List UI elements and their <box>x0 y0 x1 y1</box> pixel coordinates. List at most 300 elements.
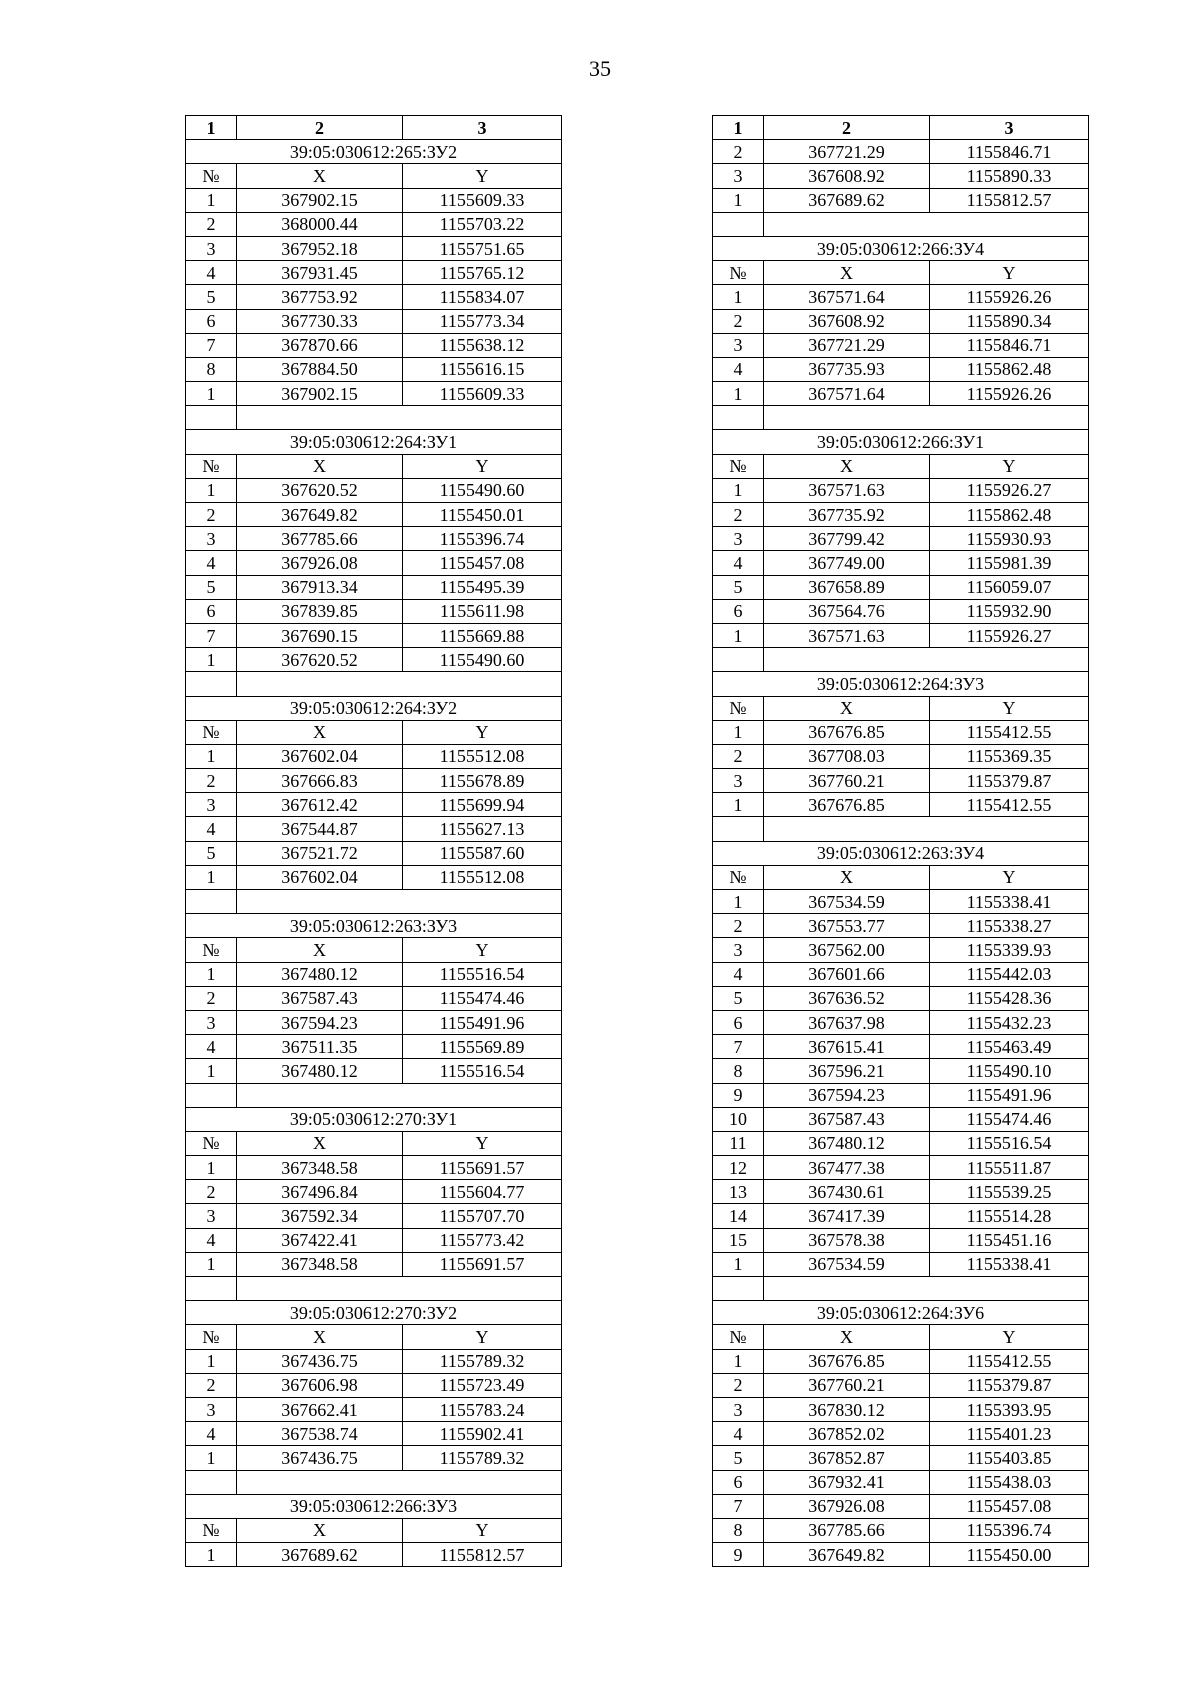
blank-row <box>186 672 562 696</box>
table-row <box>186 769 562 793</box>
point-number: 8 <box>186 357 237 381</box>
blank-cell <box>237 1083 562 1107</box>
section-title-row <box>186 140 562 164</box>
x-coordinate: 367348.58 <box>237 1252 403 1276</box>
table-row <box>186 793 562 817</box>
point-number: 4 <box>186 1035 237 1059</box>
x-coordinate: 367571.64 <box>764 382 930 406</box>
table-row <box>713 1204 1089 1228</box>
point-number: 11 <box>713 1131 764 1155</box>
point-number: 10 <box>713 1107 764 1131</box>
table-row <box>186 357 562 381</box>
column-label-number: № <box>186 1325 237 1349</box>
table-row <box>713 1156 1089 1180</box>
y-coordinate: 1155930.93 <box>930 527 1089 551</box>
point-number: 2 <box>186 503 237 527</box>
parcel-number: 39:05:030612:266:ЗУ4 <box>713 236 1089 260</box>
y-coordinate: 1155846.71 <box>930 140 1089 164</box>
point-number: 2 <box>713 140 764 164</box>
blank-cell <box>764 1277 1089 1301</box>
table-row <box>713 188 1089 212</box>
x-coordinate: 367538.74 <box>237 1422 403 1446</box>
table-row <box>186 623 562 647</box>
table-row <box>713 623 1089 647</box>
blank-cell <box>186 1470 237 1494</box>
point-number: 1 <box>186 962 237 986</box>
column-label-number: № <box>713 261 764 285</box>
column-label-x: X <box>764 454 930 478</box>
y-coordinate: 1155463.49 <box>930 1035 1089 1059</box>
y-coordinate: 1155338.41 <box>930 890 1089 914</box>
table-row <box>186 599 562 623</box>
table-row <box>186 503 562 527</box>
x-coordinate: 367436.75 <box>237 1349 403 1373</box>
table-row <box>186 188 562 212</box>
y-coordinate: 1155511.87 <box>930 1156 1089 1180</box>
y-coordinate: 1155401.23 <box>930 1422 1089 1446</box>
table-row <box>713 503 1089 527</box>
x-coordinate: 367830.12 <box>764 1397 930 1421</box>
column-labels-row <box>713 1325 1089 1349</box>
coordinates-table-right <box>712 115 1089 1567</box>
section-title-row <box>186 1107 562 1131</box>
y-coordinate: 1155457.08 <box>930 1494 1089 1518</box>
left-table-body <box>186 116 562 1567</box>
column-label-y: Y <box>403 938 562 962</box>
column-labels-row <box>186 720 562 744</box>
table-row <box>713 1010 1089 1034</box>
x-coordinate: 367477.38 <box>764 1156 930 1180</box>
table-row <box>713 986 1089 1010</box>
x-coordinate: 367689.62 <box>237 1543 403 1567</box>
x-coordinate: 367799.42 <box>764 527 930 551</box>
y-coordinate: 1155432.23 <box>930 1010 1089 1034</box>
point-number: 5 <box>713 986 764 1010</box>
table-row <box>186 1204 562 1228</box>
column-label-x: X <box>237 1131 403 1155</box>
x-coordinate: 367636.52 <box>764 986 930 1010</box>
table-row <box>186 865 562 889</box>
y-coordinate: 1155379.87 <box>930 769 1089 793</box>
y-coordinate: 1155932.90 <box>930 599 1089 623</box>
y-coordinate: 1155338.41 <box>930 1252 1089 1276</box>
x-coordinate: 367753.92 <box>237 285 403 309</box>
point-number: 5 <box>713 1446 764 1470</box>
blank-cell <box>186 890 237 914</box>
table-row <box>713 285 1089 309</box>
y-coordinate: 1155516.54 <box>930 1131 1089 1155</box>
x-coordinate: 367676.85 <box>764 720 930 744</box>
y-coordinate: 1155812.57 <box>930 188 1089 212</box>
column-labels-row <box>186 454 562 478</box>
point-number: 7 <box>186 333 237 357</box>
section-title-row <box>186 914 562 938</box>
column-label-y: Y <box>930 696 1089 720</box>
table-row <box>186 382 562 406</box>
point-number: 5 <box>186 285 237 309</box>
y-coordinate: 1155638.12 <box>403 333 562 357</box>
x-coordinate: 367952.18 <box>237 236 403 260</box>
point-number: 2 <box>713 744 764 768</box>
table-row <box>713 357 1089 381</box>
x-coordinate: 367578.38 <box>764 1228 930 1252</box>
table-row <box>713 309 1089 333</box>
column-labels-row <box>186 164 562 188</box>
y-coordinate: 1155451.16 <box>930 1228 1089 1252</box>
section-title-row <box>713 672 1089 696</box>
table-row <box>186 962 562 986</box>
y-coordinate: 1155834.07 <box>403 285 562 309</box>
x-coordinate: 367658.89 <box>764 575 930 599</box>
x-coordinate: 367594.23 <box>237 1010 403 1034</box>
x-coordinate: 367521.72 <box>237 841 403 865</box>
x-coordinate: 367926.08 <box>237 551 403 575</box>
y-coordinate: 1155703.22 <box>403 212 562 236</box>
column-labels-row <box>713 261 1089 285</box>
table-row <box>713 938 1089 962</box>
y-coordinate: 1155751.65 <box>403 236 562 260</box>
table-row <box>186 285 562 309</box>
y-coordinate: 1155396.74 <box>930 1518 1089 1542</box>
point-number: 2 <box>713 503 764 527</box>
section-title-row <box>713 1301 1089 1325</box>
column-label-y: Y <box>930 865 1089 889</box>
x-coordinate: 367544.87 <box>237 817 403 841</box>
x-coordinate: 367785.66 <box>764 1518 930 1542</box>
table-row <box>186 575 562 599</box>
x-coordinate: 367571.63 <box>764 478 930 502</box>
x-coordinate: 367596.21 <box>764 1059 930 1083</box>
table-row <box>186 1252 562 1276</box>
table-row <box>713 1252 1089 1276</box>
column-labels-row <box>186 1518 562 1542</box>
y-coordinate: 1155442.03 <box>930 962 1089 986</box>
parcel-number: 39:05:030612:264:ЗУ6 <box>713 1301 1089 1325</box>
point-number: 8 <box>713 1059 764 1083</box>
y-coordinate: 1156059.07 <box>930 575 1089 599</box>
column-label-y: Y <box>930 454 1089 478</box>
point-number: 1 <box>186 1543 237 1567</box>
parcel-number: 39:05:030612:266:ЗУ3 <box>186 1494 562 1518</box>
table-row <box>186 1373 562 1397</box>
section-title-row <box>713 430 1089 454</box>
section-title-row <box>186 430 562 454</box>
parcel-number: 39:05:030612:265:ЗУ2 <box>186 140 562 164</box>
table-row <box>713 551 1089 575</box>
point-number: 2 <box>713 914 764 938</box>
point-number: 1 <box>713 890 764 914</box>
table-row <box>713 793 1089 817</box>
table-row <box>186 1010 562 1034</box>
point-number: 5 <box>713 575 764 599</box>
y-coordinate: 1155490.10 <box>930 1059 1089 1083</box>
y-coordinate: 1155812.57 <box>403 1543 562 1567</box>
y-coordinate: 1155627.13 <box>403 817 562 841</box>
column-label-number: № <box>713 454 764 478</box>
table-row <box>713 914 1089 938</box>
blank-cell <box>764 817 1089 841</box>
y-coordinate: 1155926.26 <box>930 382 1089 406</box>
right-table-body <box>713 116 1089 1567</box>
x-coordinate: 367480.12 <box>764 1131 930 1155</box>
point-number: 5 <box>186 841 237 865</box>
x-coordinate: 367587.43 <box>237 986 403 1010</box>
y-coordinate: 1155491.96 <box>930 1083 1089 1107</box>
x-coordinate: 367749.00 <box>764 551 930 575</box>
column-label-number: № <box>186 1518 237 1542</box>
point-number: 1 <box>186 382 237 406</box>
x-coordinate: 367511.35 <box>237 1035 403 1059</box>
point-number: 7 <box>713 1035 764 1059</box>
point-number: 9 <box>713 1543 764 1567</box>
point-number: 3 <box>186 1010 237 1034</box>
y-coordinate: 1155403.85 <box>930 1446 1089 1470</box>
column-label-x: X <box>237 720 403 744</box>
x-coordinate: 367496.84 <box>237 1180 403 1204</box>
table-row <box>186 1397 562 1421</box>
column-label-number: № <box>713 865 764 889</box>
point-number: 2 <box>186 1180 237 1204</box>
y-coordinate: 1155514.28 <box>930 1204 1089 1228</box>
point-number: 2 <box>186 1373 237 1397</box>
x-coordinate: 367926.08 <box>764 1494 930 1518</box>
table-row <box>713 1518 1089 1542</box>
y-coordinate: 1155691.57 <box>403 1156 562 1180</box>
x-coordinate: 367637.98 <box>764 1010 930 1034</box>
column-label-x: X <box>237 938 403 962</box>
column-labels-row <box>713 696 1089 720</box>
point-number: 7 <box>186 623 237 647</box>
table-row <box>713 164 1089 188</box>
y-coordinate: 1155902.41 <box>403 1422 562 1446</box>
blank-cell <box>237 672 562 696</box>
point-number: 12 <box>713 1156 764 1180</box>
column-label-y: Y <box>403 720 562 744</box>
point-number: 3 <box>186 1397 237 1421</box>
y-coordinate: 1155678.89 <box>403 769 562 793</box>
idx-header: 1 <box>713 116 764 140</box>
x-coordinate: 367662.41 <box>237 1397 403 1421</box>
table-row <box>186 1349 562 1373</box>
blank-cell <box>186 406 237 430</box>
section-title-row <box>713 236 1089 260</box>
point-number: 4 <box>186 551 237 575</box>
x-coordinate: 367422.41 <box>237 1228 403 1252</box>
point-number: 1 <box>713 478 764 502</box>
x-coordinate: 367608.92 <box>764 164 930 188</box>
x-header: 2 <box>237 116 403 140</box>
blank-cell <box>713 406 764 430</box>
y-coordinate: 1155412.55 <box>930 1349 1089 1373</box>
table-row <box>186 841 562 865</box>
y-coordinate: 1155609.33 <box>403 382 562 406</box>
x-coordinate: 367690.15 <box>237 623 403 647</box>
blank-cell <box>713 212 764 236</box>
x-coordinate: 367852.87 <box>764 1446 930 1470</box>
table-row <box>713 1083 1089 1107</box>
table-header-row <box>186 116 562 140</box>
y-coordinate: 1155512.08 <box>403 865 562 889</box>
y-coordinate: 1155890.33 <box>930 164 1089 188</box>
x-coordinate: 367417.39 <box>764 1204 930 1228</box>
point-number: 3 <box>713 164 764 188</box>
x-coordinate: 368000.44 <box>237 212 403 236</box>
column-label-x: X <box>764 261 930 285</box>
point-number: 1 <box>186 1252 237 1276</box>
y-coordinate: 1155699.94 <box>403 793 562 817</box>
point-number: 1 <box>713 285 764 309</box>
y-coordinate: 1155723.49 <box>403 1373 562 1397</box>
y-coordinate: 1155474.46 <box>930 1107 1089 1131</box>
y-coordinate: 1155765.12 <box>403 261 562 285</box>
x-coordinate: 367902.15 <box>237 382 403 406</box>
column-label-number: № <box>186 454 237 478</box>
column-label-x: X <box>764 1325 930 1349</box>
point-number: 1 <box>186 648 237 672</box>
y-coordinate: 1155789.32 <box>403 1446 562 1470</box>
y-coordinate: 1155611.98 <box>403 599 562 623</box>
point-number: 15 <box>713 1228 764 1252</box>
blank-cell <box>237 890 562 914</box>
table-row <box>186 1543 562 1567</box>
point-number: 4 <box>186 1422 237 1446</box>
y-coordinate: 1155457.08 <box>403 551 562 575</box>
column-label-number: № <box>186 164 237 188</box>
point-number: 1 <box>713 720 764 744</box>
point-number: 1 <box>713 188 764 212</box>
y-coordinate: 1155393.95 <box>930 1397 1089 1421</box>
point-number: 3 <box>713 769 764 793</box>
x-coordinate: 367612.42 <box>237 793 403 817</box>
column-label-x: X <box>237 454 403 478</box>
point-number: 4 <box>713 962 764 986</box>
point-number: 13 <box>713 1180 764 1204</box>
table-row <box>713 1131 1089 1155</box>
x-coordinate: 367760.21 <box>764 1373 930 1397</box>
y-header: 3 <box>403 116 562 140</box>
y-coordinate: 1155773.34 <box>403 309 562 333</box>
x-coordinate: 367760.21 <box>764 769 930 793</box>
section-title-row <box>186 1494 562 1518</box>
blank-row <box>713 212 1089 236</box>
point-number: 1 <box>713 1252 764 1276</box>
y-coordinate: 1155539.25 <box>930 1180 1089 1204</box>
table-row <box>186 261 562 285</box>
y-coordinate: 1155691.57 <box>403 1252 562 1276</box>
column-label-x: X <box>764 865 930 889</box>
point-number: 3 <box>713 1397 764 1421</box>
x-coordinate: 367676.85 <box>764 793 930 817</box>
y-coordinate: 1155428.36 <box>930 986 1089 1010</box>
y-coordinate: 1155846.71 <box>930 333 1089 357</box>
parcel-number: 39:05:030612:263:ЗУ4 <box>713 841 1089 865</box>
column-labels-row <box>186 1325 562 1349</box>
column-label-y: Y <box>403 164 562 188</box>
parcel-number: 39:05:030612:264:ЗУ3 <box>713 672 1089 696</box>
x-coordinate: 367839.85 <box>237 599 403 623</box>
x-coordinate: 367913.34 <box>237 575 403 599</box>
x-coordinate: 367606.98 <box>237 1373 403 1397</box>
blank-cell <box>713 1277 764 1301</box>
point-number: 14 <box>713 1204 764 1228</box>
parcel-number: 39:05:030612:264:ЗУ2 <box>186 696 562 720</box>
table-row <box>713 744 1089 768</box>
column-label-y: Y <box>403 454 562 478</box>
point-number: 3 <box>186 236 237 260</box>
point-number: 1 <box>186 865 237 889</box>
column-label-y: Y <box>403 1131 562 1155</box>
blank-cell <box>764 212 1089 236</box>
table-row <box>186 648 562 672</box>
point-number: 3 <box>186 793 237 817</box>
x-coordinate: 367689.62 <box>764 188 930 212</box>
x-coordinate: 367785.66 <box>237 527 403 551</box>
x-coordinate: 367562.00 <box>764 938 930 962</box>
blank-cell <box>764 648 1089 672</box>
column-labels-row <box>186 1131 562 1155</box>
point-number: 1 <box>713 623 764 647</box>
point-number: 1 <box>186 1446 237 1470</box>
table-row <box>186 1156 562 1180</box>
blank-cell <box>237 406 562 430</box>
table-row <box>186 1446 562 1470</box>
point-number: 4 <box>713 551 764 575</box>
x-coordinate: 367594.23 <box>764 1083 930 1107</box>
column-label-y: Y <box>930 1325 1089 1349</box>
x-coordinate: 367735.92 <box>764 503 930 527</box>
x-coordinate: 367534.59 <box>764 890 930 914</box>
x-coordinate: 367602.04 <box>237 744 403 768</box>
x-coordinate: 367730.33 <box>237 309 403 333</box>
y-coordinate: 1155773.42 <box>403 1228 562 1252</box>
y-coordinate: 1155369.35 <box>930 744 1089 768</box>
x-coordinate: 367666.83 <box>237 769 403 793</box>
x-coordinate: 367480.12 <box>237 1059 403 1083</box>
column-labels-row <box>713 454 1089 478</box>
x-coordinate: 367430.61 <box>764 1180 930 1204</box>
y-coordinate: 1155450.01 <box>403 503 562 527</box>
column-label-y: Y <box>930 261 1089 285</box>
blank-cell <box>713 648 764 672</box>
blank-cell <box>186 1277 237 1301</box>
idx-header: 1 <box>186 116 237 140</box>
table-row <box>186 551 562 575</box>
table-row <box>713 1470 1089 1494</box>
point-number: 6 <box>186 599 237 623</box>
table-row <box>186 1180 562 1204</box>
table-row <box>186 333 562 357</box>
blank-row <box>713 817 1089 841</box>
y-coordinate: 1155604.77 <box>403 1180 562 1204</box>
section-title-row <box>186 696 562 720</box>
x-coordinate: 367708.03 <box>764 744 930 768</box>
table-row <box>186 236 562 260</box>
blank-cell <box>186 672 237 696</box>
x-coordinate: 367884.50 <box>237 357 403 381</box>
column-labels-row <box>713 865 1089 889</box>
column-label-y: Y <box>403 1518 562 1542</box>
column-label-x: X <box>237 1518 403 1542</box>
table-row <box>713 1107 1089 1131</box>
y-coordinate: 1155516.54 <box>403 962 562 986</box>
x-coordinate: 367721.29 <box>764 333 930 357</box>
point-number: 3 <box>713 527 764 551</box>
y-coordinate: 1155981.39 <box>930 551 1089 575</box>
y-coordinate: 1155669.88 <box>403 623 562 647</box>
y-coordinate: 1155396.74 <box>403 527 562 551</box>
point-number: 3 <box>713 333 764 357</box>
y-coordinate: 1155339.93 <box>930 938 1089 962</box>
